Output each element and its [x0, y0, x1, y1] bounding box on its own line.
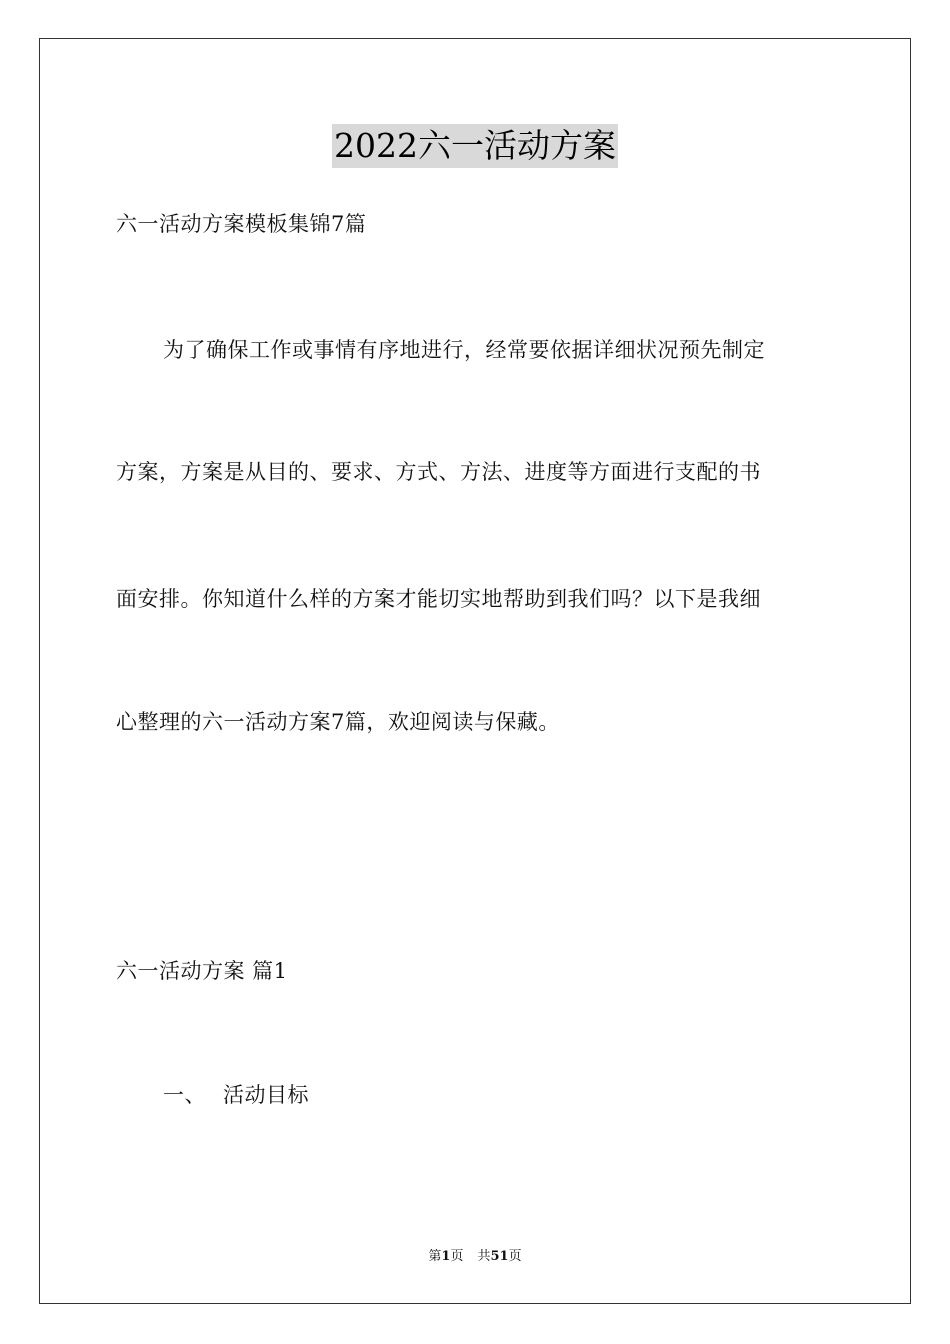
section-heading: 六一活动方案 篇1	[116, 959, 288, 983]
document-subtitle: 六一活动方案模板集锦7篇	[116, 212, 367, 236]
list-item-text: 活动目标	[223, 1083, 309, 1107]
paragraph-line-3: 面安排。你知道什么样的方案才能切实地帮助到我们吗？以下是我细	[116, 587, 761, 611]
footer-page-total: 51	[490, 1249, 509, 1264]
page-footer	[0, 1248, 950, 1266]
footer-page-current: 1	[441, 1249, 451, 1264]
footer-page-prefix: 第	[428, 1249, 442, 1264]
paragraph-line-1: 为了确保工作或事情有序地进行，经常要依据详细状况预先制定	[163, 338, 765, 362]
footer-page-suffix: 页	[450, 1249, 464, 1264]
title-container	[0, 124, 950, 168]
paragraph-line-4: 心整理的六一活动方案7篇，欢迎阅读与保藏。	[116, 710, 560, 734]
paragraph-line-2: 方案，方案是从目的、要求、方式、方法、进度等方面进行支配的书	[116, 460, 761, 484]
footer-total-suffix: 页	[508, 1249, 522, 1264]
document-title: 2022六一活动方案	[332, 124, 618, 168]
list-item-number: 一、	[163, 1083, 206, 1107]
footer-total-prefix: 共	[477, 1249, 491, 1264]
list-item-heading	[163, 1080, 883, 1110]
